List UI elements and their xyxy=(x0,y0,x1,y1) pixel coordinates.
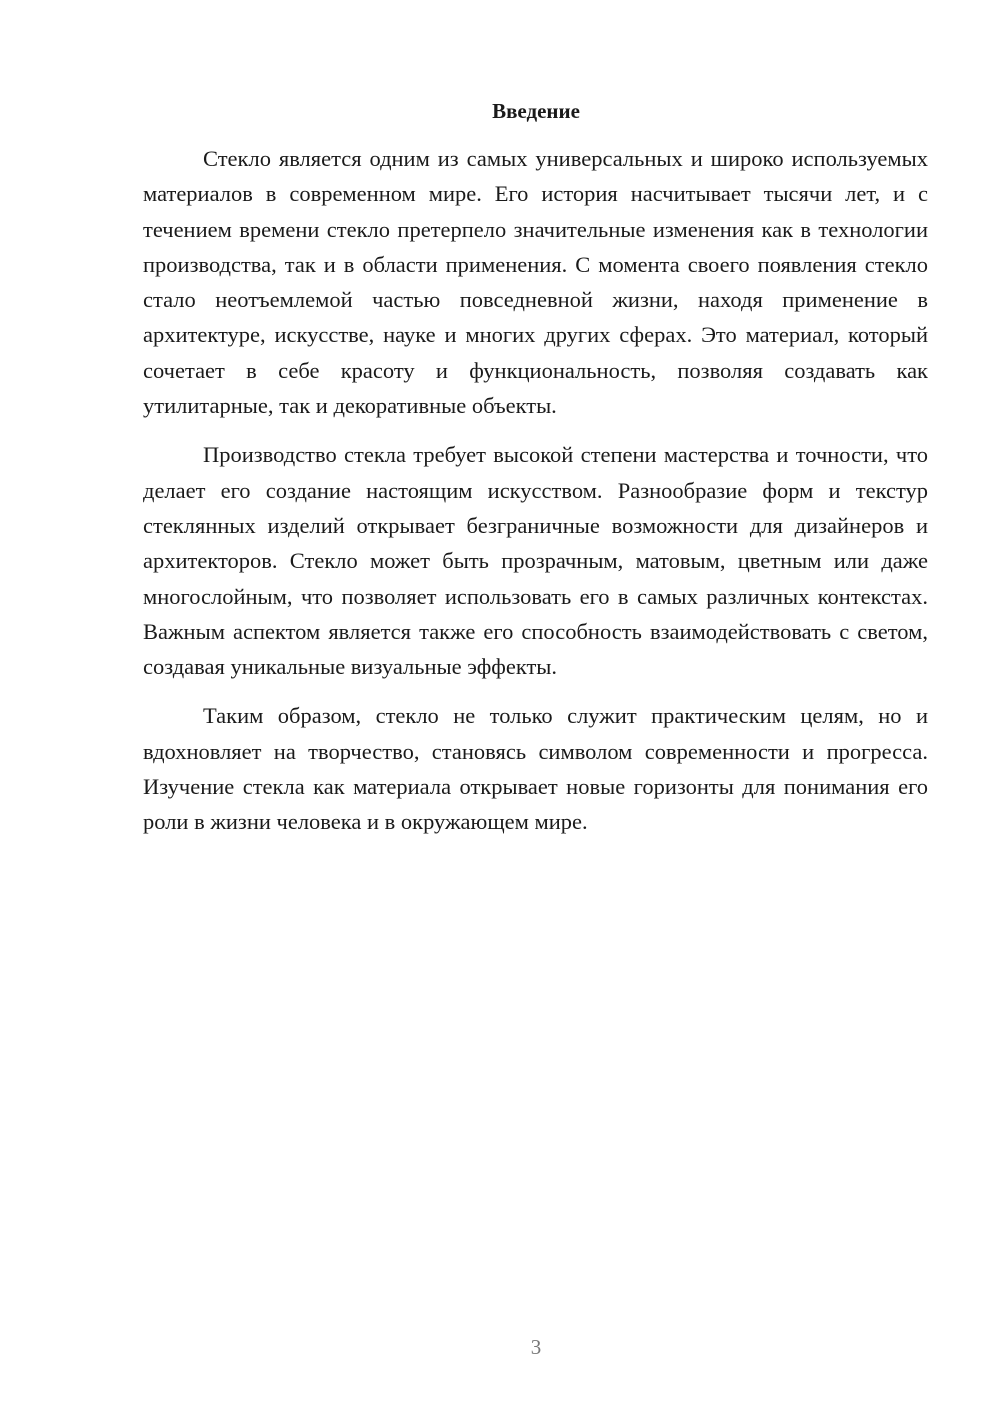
paragraph-1: Стекло является одним из самых универсальных и широко используемых материалов в современном мире. Его история насчитывает тысячи лет, и с течением времени стекло претерпело значительные изменения как в технологии производства, так и в области применения. С момента своего появления стекло стало неотъемлемой частью повседневной жизни, находя применение в архитектуре, искусстве, науке и многих других сферах. Это материал, который сочетает в себе красоту и функциональность, позволяя создавать как утилитарные, так и декоративные объекты. xyxy=(143,146,928,419)
paragraph-2: Производство стекла требует высокой степени мастерства и точности, что делает его создание настоящим искусством. Разнообразие форм и текстур стеклянных изделий открывает безграничные возможности для дизайнеров и архитекторов. Стекло может быть прозрачным, матовым, цветным или даже многослойным, что позволяет использовать его в самых различных контекстах. Важным аспектом является также его способность взаимодействовать с светом, создавая уникальные визуальные эффекты. xyxy=(143,442,928,680)
page-title: Введение xyxy=(492,99,580,123)
body-text xyxy=(143,141,928,854)
page-number: 3 xyxy=(530,1335,542,1359)
paragraph-3: Таким образом, стекло не только служит практическим целям, но и вдохновляет на творчество, становясь символом современности и прогресса. Изучение стекла как материала открывает новые горизонты для понимания его роли в жизни человека и в окружающем мире. xyxy=(143,703,928,835)
